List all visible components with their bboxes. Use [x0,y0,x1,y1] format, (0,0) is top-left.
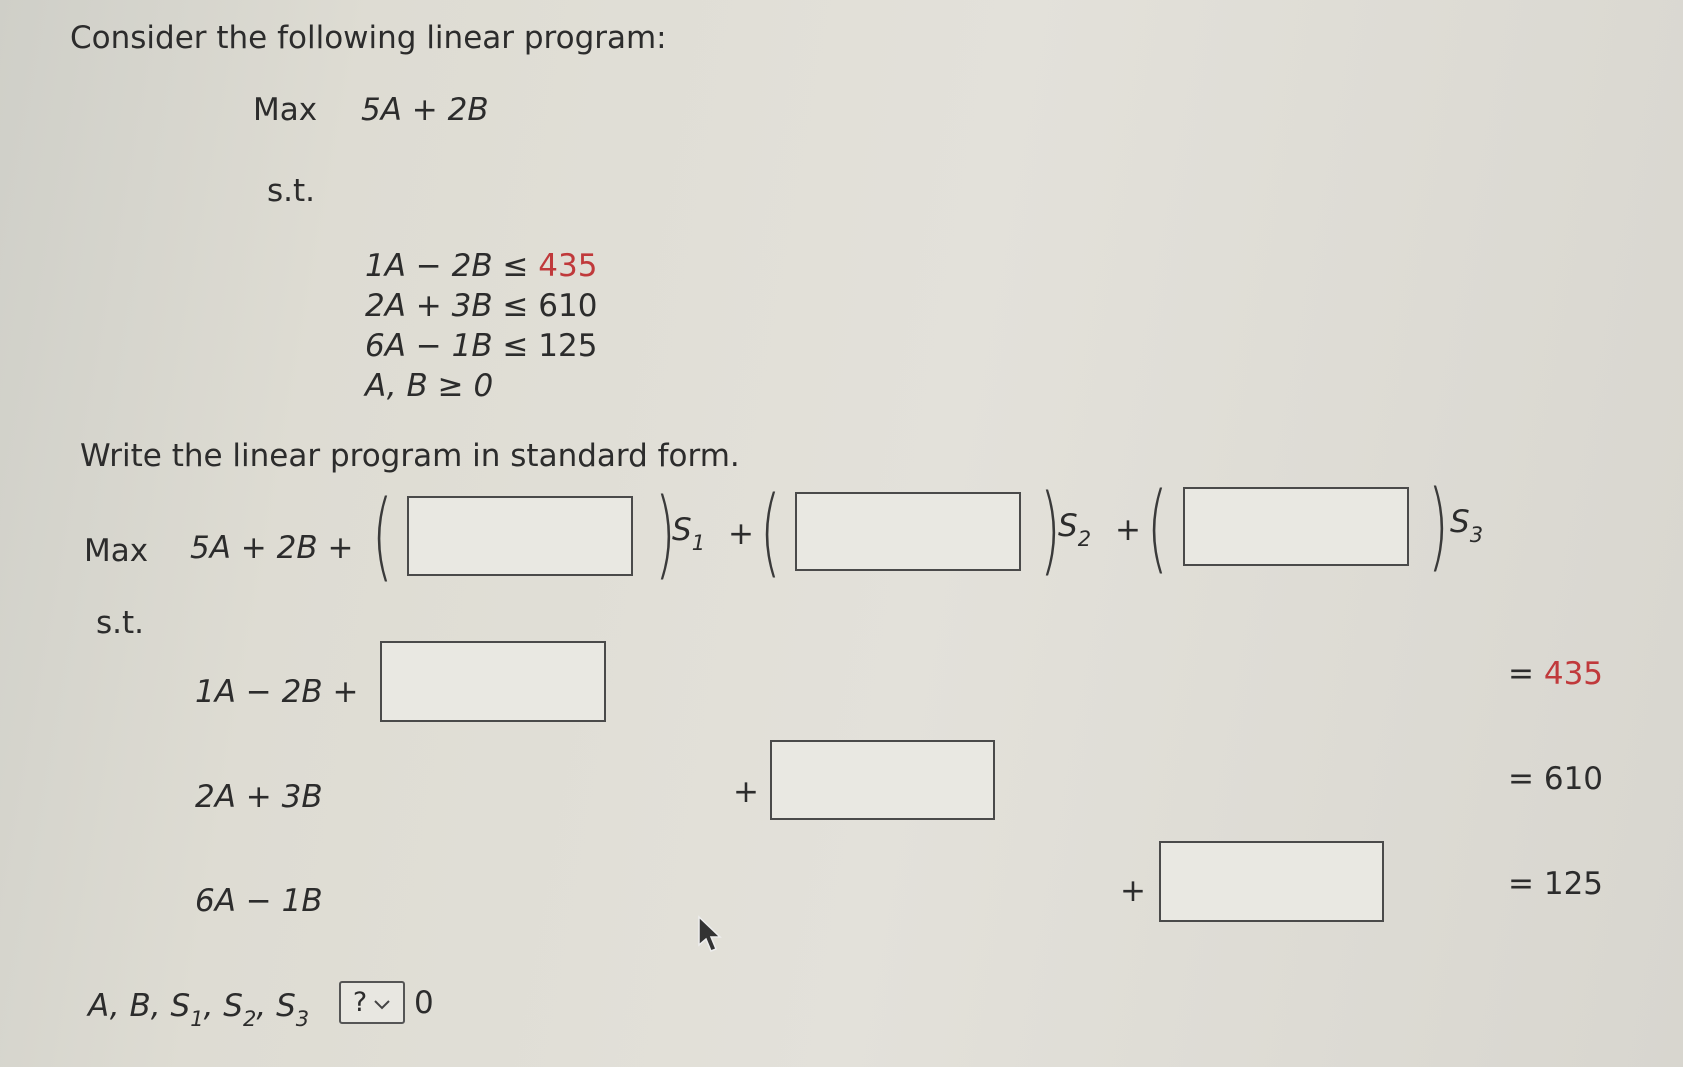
objective-s3-coefficient-input[interactable] [1183,487,1409,566]
plus-sign: + [1115,512,1141,548]
slack-var-s3: $S_3$ [1450,504,1484,547]
row1-slack-input[interactable] [380,641,606,722]
plus-sign: + [728,516,754,552]
problem-intro: Consider the following linear program: [70,20,667,56]
objective-expression: 5A + 2B [361,92,489,128]
left-paren: ( [1147,472,1168,584]
row2-slack-input[interactable] [770,740,995,820]
left-paren: ( [372,480,393,592]
chevron-down-icon [373,987,391,1018]
row3-rhs: = 125 [1508,866,1604,902]
inequality-select[interactable] [339,981,405,1024]
std-st-label: s.t. [96,605,145,641]
row1-lhs: 1A − 2B + [195,674,359,710]
constraint-3 [365,328,597,364]
slack-var-s1: $S_1$ [672,512,706,555]
row2-rhs: = 610 [1508,761,1604,797]
constraint-lhs: 2A + 3B ≤ [365,288,529,324]
std-nonneg-vars: A, B, $S_1$, $S_2$, $S_3$ [88,988,310,1031]
constraint-rhs: 435 [538,248,598,284]
row3-slack-input[interactable] [1159,841,1384,922]
mouse-cursor-icon [697,915,723,959]
objective-s1-coefficient-input[interactable] [407,496,633,576]
row2-lhs: 2A + 3B [195,779,323,815]
nonneg-rhs: 0 [414,985,434,1021]
constraint-lhs: 1A − 2B ≤ [365,248,529,284]
nonnegativity: A, B ≥ 0 [365,368,494,404]
st-label: s.t. [267,173,316,209]
constraint-lhs: 6A − 1B ≤ [365,328,529,364]
select-value: ? [352,987,368,1018]
objective-label: Max [253,92,318,128]
row3-lhs: 6A − 1B [195,883,323,919]
right-paren: ) [1428,470,1449,582]
objective-s2-coefficient-input[interactable] [795,492,1021,571]
instruction: Write the linear program in standard form. [80,438,740,474]
slack-var-s2: $S_2$ [1058,508,1092,551]
std-objective-expr: 5A + 2B + [190,530,354,566]
left-paren: ( [760,476,781,588]
constraint-rhs: 610 [538,288,598,324]
row3-plus: + [1120,873,1146,909]
constraint-1 [365,248,597,284]
right-paren: ) [655,478,676,590]
constraint-2 [365,288,597,324]
right-paren: ) [1040,474,1061,586]
std-max-label: Max [84,533,149,569]
row2-plus: + [733,774,759,810]
constraint-rhs: 125 [538,328,598,364]
row1-rhs: = 435 [1508,656,1604,692]
